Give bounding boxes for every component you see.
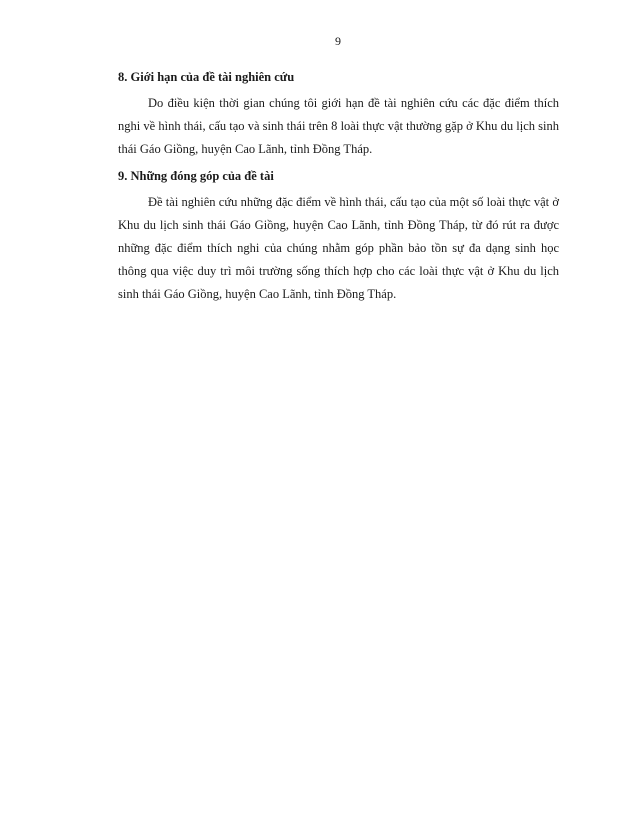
section-heading-limits: 8. Giới hạn của đề tài nghiên cứu <box>118 70 295 84</box>
section-body-limits: Do điều kiện thời gian chúng tôi giới hạn đề tài nghiên cứu các đặc điểm thích nghi về hình thái, cấu tạo và sinh thái trên 8 loài thực vật thường gặp ở Khu du lịch sinh thái Gáo Giồng, huyện Cao Lãnh, tỉnh Đồng Tháp. <box>118 96 559 156</box>
page-content <box>118 68 559 306</box>
section-heading-contributions: 9. Những đóng góp của đề tài <box>118 169 274 183</box>
page-number: 9 <box>335 34 341 48</box>
section-body-contributions: Đề tài nghiên cứu những đặc điểm về hình thái, cấu tạo của một số loài thực vật ở Khu du lịch sinh thái Gáo Giồng, huyện Cao Lãnh, tỉnh Đồng Tháp, từ đó rút ra được những đặc điểm thích nghi của chúng nhằm góp phần bảo tồn sự đa dạng sinh học thông qua việc duy trì môi trường sống thích hợp cho các loài thực vật ở Khu du lịch sinh thái Gáo Giồng, huyện Cao Lãnh, tỉnh Đồng Tháp. <box>118 195 559 301</box>
